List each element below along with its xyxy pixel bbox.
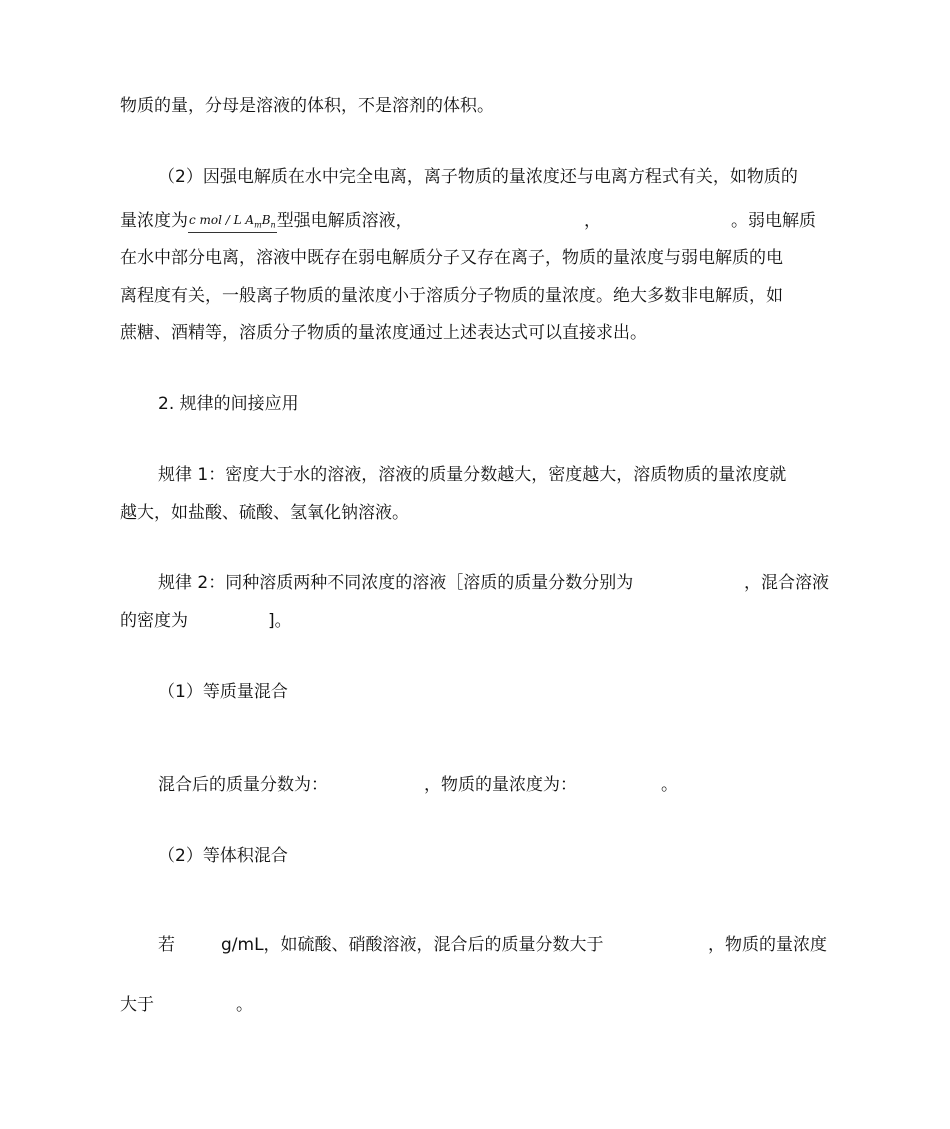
subsection-heading: （1）等质量混合 (158, 682, 288, 702)
text-fragment: ，物质的量浓度为： (424, 775, 577, 795)
text-fragment: 。弱电解质 (731, 211, 816, 231)
text-fragment: 量浓度为 (120, 211, 188, 231)
paragraph-line: 的密度为 (120, 611, 188, 631)
paragraph-line: 越大，如盐酸、硫酸、氢氧化钠溶液。 (120, 503, 409, 523)
paragraph-line: 离程度有关，一般离子物质的量浓度小于溶质分子物质的量浓度。绝大多数非电解质，如 (120, 286, 783, 306)
paragraph-line: 规律 1：密度大于水的溶液，溶液的质量分数越大，密度越大，溶质物质的量浓度就 (158, 465, 787, 485)
text-fragment: ，混合溶液 (744, 573, 829, 593)
paragraph-line: 若 (158, 935, 175, 955)
text-fragment: 。 (661, 775, 678, 795)
text-fragment: ]。 (268, 611, 292, 631)
text-fragment: 。 (236, 995, 253, 1015)
section-heading: 2. 规律的间接应用 (158, 394, 299, 414)
text-fragment: ， (584, 211, 601, 231)
formula-image: c mol / L $A_mB_n$ (188, 213, 277, 233)
paragraph-line: 大于 (120, 995, 154, 1015)
paragraph-line: 物质的量，分母是溶液的体积，不是溶剂的体积。 (120, 96, 494, 116)
text-fragment: ，物质的量浓度 (708, 935, 827, 955)
paragraph-line (120, 210, 413, 233)
paragraph-line: 混合后的质量分数为： (158, 775, 328, 795)
paragraph-line: 蔗糖、酒精等，溶质分子物质的量浓度通过上述表达式可以直接求出。 (120, 323, 647, 343)
text-fragment: 型强电解质溶液， (276, 211, 413, 231)
text-fragment: g/mL，如硫酸、硝酸溶液，混合后的质量分数大于 (221, 935, 604, 955)
subsection-heading: （2）等体积混合 (158, 846, 288, 866)
paragraph-line: （2）因强电解质在水中完全电离，离子物质的量浓度还与电离方程式有关，如物质的 (158, 167, 798, 187)
paragraph-line: 规律 2：同种溶质两种不同浓度的溶液［溶质的质量分数分别为 (158, 573, 634, 593)
paragraph-line: 在水中部分电离，溶液中既存在弱电解质分子又存在离子，物质的量浓度与弱电解质的电 (120, 248, 783, 268)
